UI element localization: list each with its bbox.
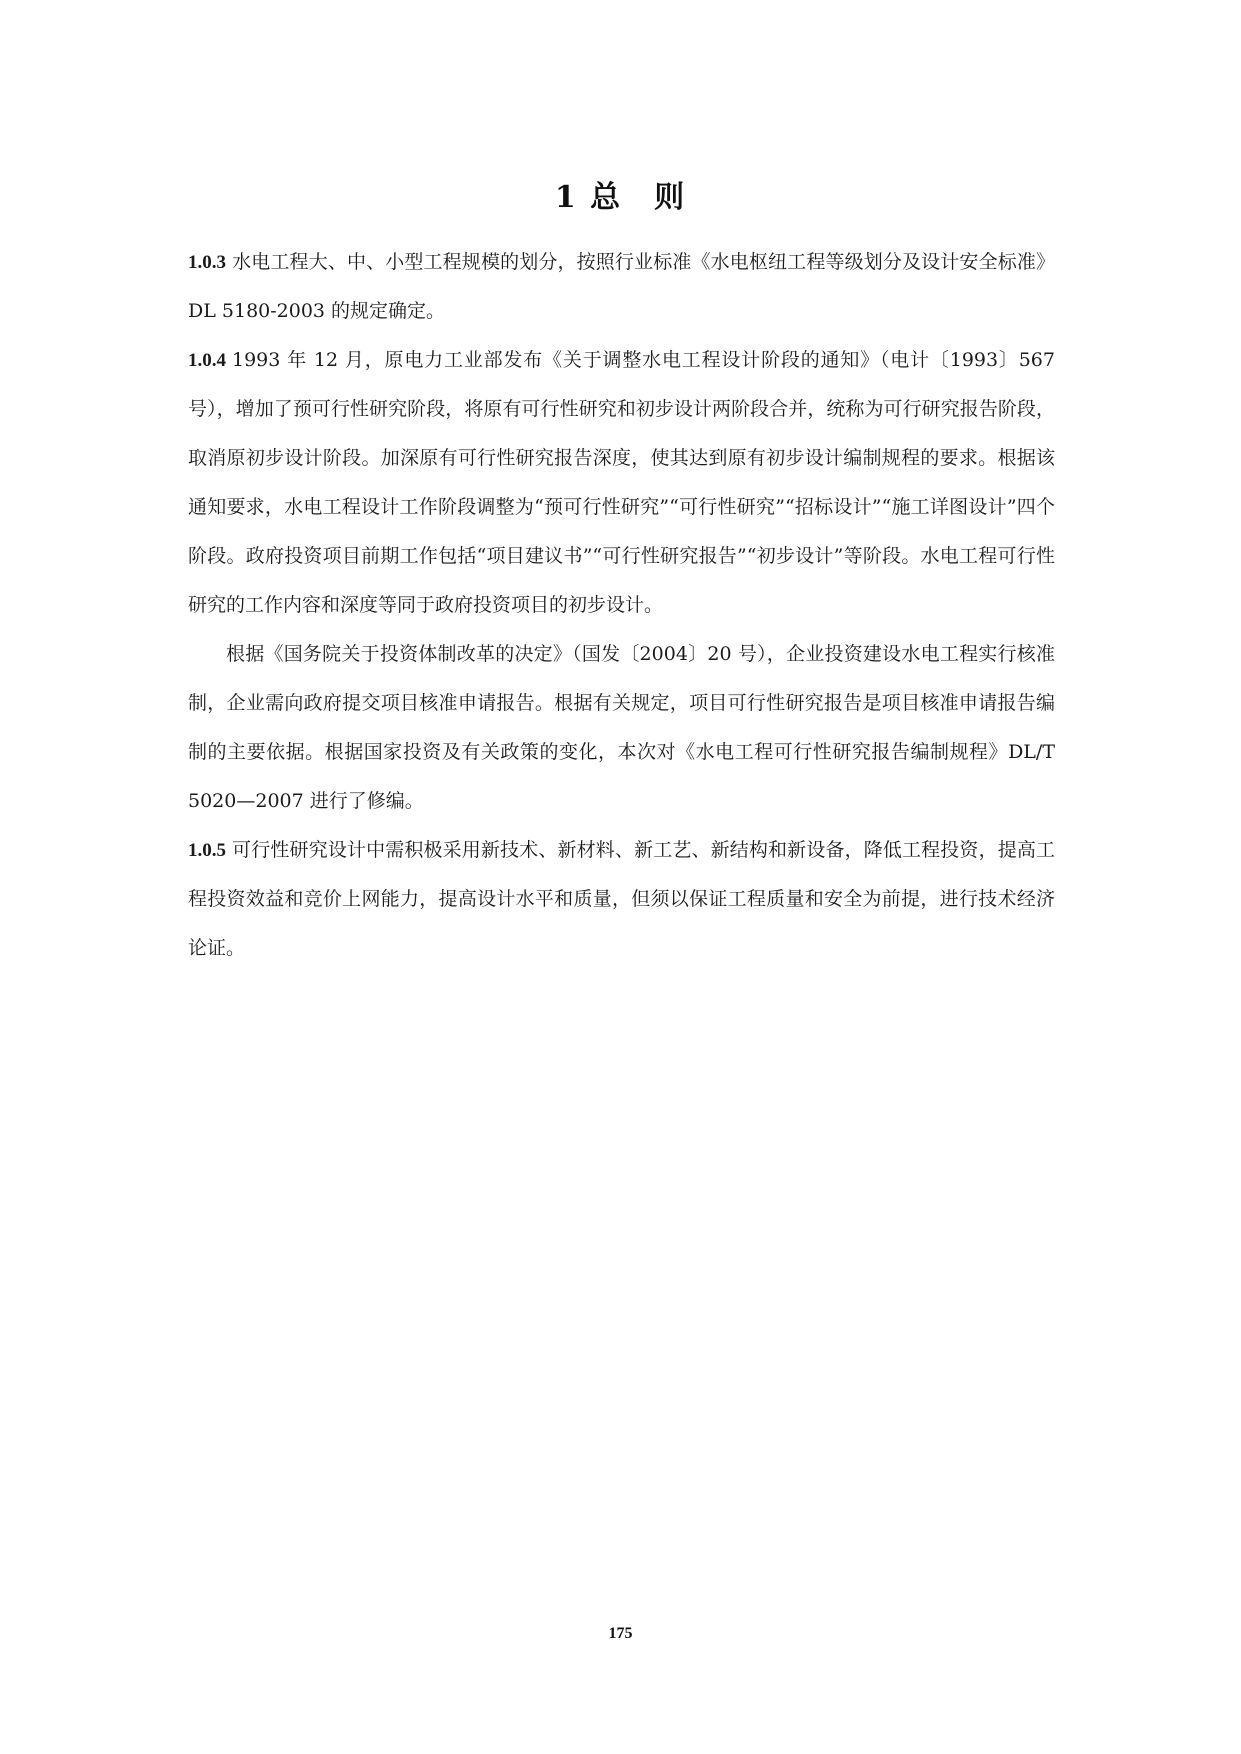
- chapter-title: 1 总 则: [554, 180, 687, 215]
- document-body: [188, 238, 1055, 973]
- clause-number: 1.0.5: [188, 840, 226, 861]
- page-number: 175: [608, 1625, 633, 1642]
- clause-text: 水电工程大、中、小型工程规模的划分，按照行业标准《水电枢纽工程等级划分及设计安全标准》DL 5180-2003 的规定确定。: [188, 251, 1055, 322]
- clause-number: 1.0.3: [188, 252, 226, 273]
- clause-text: 1993 年 12 月，原电力工业部发布《关于调整水电工程设计阶段的通知》（电计〔1993〕567 号），增加了预可行性研究阶段，将原有可行性研究和初步设计两阶段合并，统称为可行研究报告阶段，取消原初步设计阶段。加深原有可行性研究报告深度，使其达到原有初步设计编制规程的要求。根据该通知要求，水电工程设计工作阶段调整为“预可行性研究”“可行性研究”“招标设计”“施工详图设计”四个阶段。政府投资项目前期工作包括“项目建议书”“可行性研究报告”“初步设计”等阶段。水电工程可行性研究的工作内容和深度等同于政府投资项目的初步设计。: [188, 349, 1055, 616]
- clause-1-0-4-continuation: 根据《国务院关于投资体制改革的决定》（国发〔2004〕20 号），企业投资建设水电工程实行核准制，企业需向政府提交项目核准申请报告。根据有关规定，项目可行性研究报告是项目核准申请报告编制的主要依据。根据国家投资及有关政策的变化，本次对《水电工程可行性研究报告编制规程》DL/T 5020—2007 进行了修编。: [188, 643, 1055, 812]
- clause-text: 可行性研究设计中需积极采用新技术、新材料、新工艺、新结构和新设备，降低工程投资，提高工程投资效益和竞价上网能力，提高设计水平和质量，但须以保证工程质量和安全为前提，进行技术经济论证。: [188, 839, 1055, 959]
- clause-number: 1.0.4: [188, 350, 226, 371]
- clause-1-0-3: [188, 238, 1055, 336]
- clause-1-0-4: [188, 336, 1055, 630]
- clause-1-0-5: [188, 826, 1055, 973]
